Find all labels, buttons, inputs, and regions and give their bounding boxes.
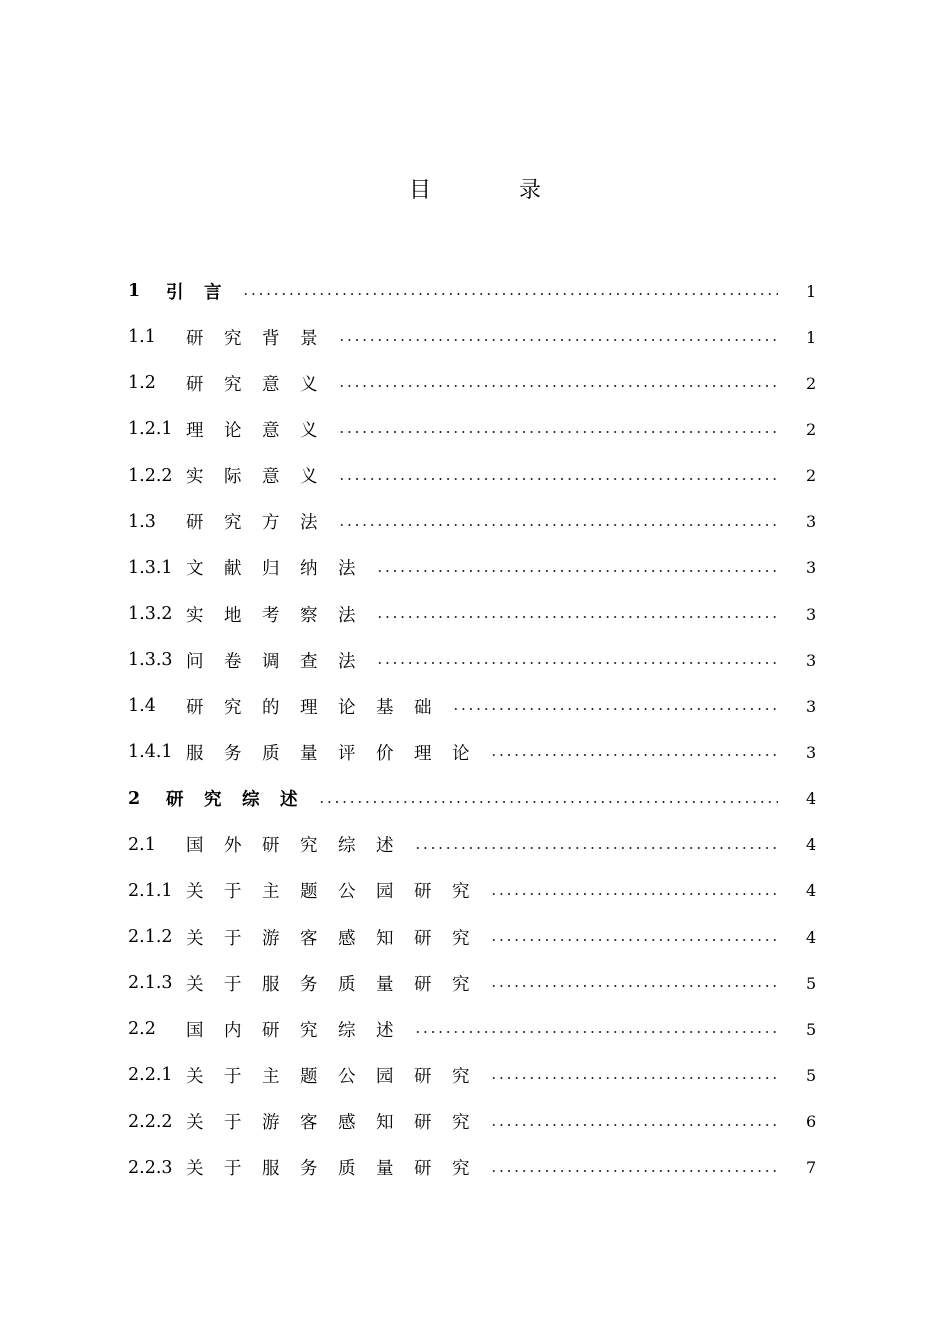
toc-entry-title: 国外研究综述 xyxy=(186,836,414,857)
toc-entry[interactable] xyxy=(128,1052,816,1098)
toc-entry-title: 文献归纳法 xyxy=(186,559,376,580)
toc-entry-number: 1 xyxy=(128,281,141,302)
toc-entry-title: 关于服务质量研究 xyxy=(186,1159,490,1180)
toc-entry-title: 关于游客感知研究 xyxy=(186,1113,490,1134)
toc-entry-number: 1.3.2 xyxy=(128,604,173,625)
toc-entry-number: 2.1 xyxy=(128,834,156,855)
toc-entry-page: 4 xyxy=(806,789,817,809)
table-of-contents xyxy=(128,268,816,1191)
toc-entry-number: 1.3.3 xyxy=(128,650,173,671)
dot-leader xyxy=(490,960,778,1006)
toc-entry-title: 研究背景 xyxy=(186,328,338,349)
toc-entry-page: 2 xyxy=(806,373,817,393)
toc-entry-title: 关于主题公园研究 xyxy=(186,1066,490,1087)
toc-entry-title: 理论意义 xyxy=(186,420,338,441)
toc-entry-page: 6 xyxy=(806,1112,817,1132)
toc-entry-number: 2.2 xyxy=(128,1019,156,1040)
dot-leader xyxy=(338,453,778,499)
page-title: 目录 xyxy=(408,178,629,203)
toc-entry-page: 5 xyxy=(806,1065,817,1085)
toc-entry[interactable] xyxy=(128,914,816,960)
dot-leader xyxy=(490,1099,778,1145)
toc-entry[interactable] xyxy=(128,1099,816,1145)
toc-entry[interactable] xyxy=(128,637,816,683)
toc-entry-number: 2.2.3 xyxy=(128,1157,173,1178)
toc-entry-number: 1.2.2 xyxy=(128,465,173,486)
toc-entry-number: 2 xyxy=(128,788,141,809)
dot-leader xyxy=(338,314,778,360)
toc-entry-title: 引言 xyxy=(166,282,242,303)
dot-leader xyxy=(490,729,778,775)
toc-entry-number: 1.2.1 xyxy=(128,419,173,440)
toc-entry-title: 国内研究综述 xyxy=(186,1020,414,1041)
toc-entry[interactable] xyxy=(128,960,816,1006)
toc-entry-page: 4 xyxy=(806,881,817,901)
dot-leader xyxy=(242,268,778,314)
toc-entry-number: 1.1 xyxy=(128,327,156,348)
toc-entry-title: 研究意义 xyxy=(186,374,338,395)
toc-entry[interactable] xyxy=(128,268,816,314)
toc-entry-page: 4 xyxy=(806,927,817,947)
toc-entry[interactable] xyxy=(128,314,816,360)
toc-entry-page: 7 xyxy=(806,1158,817,1178)
toc-entry-page: 3 xyxy=(806,512,817,532)
toc-entry[interactable] xyxy=(128,545,816,591)
toc-entry[interactable] xyxy=(128,729,816,775)
toc-entry[interactable] xyxy=(128,868,816,914)
dot-leader xyxy=(338,360,778,406)
toc-entry-title: 问卷调查法 xyxy=(186,651,376,672)
dot-leader xyxy=(452,683,778,729)
toc-entry[interactable] xyxy=(128,453,816,499)
toc-entry-page: 3 xyxy=(806,742,817,762)
toc-entry-number: 1.4.1 xyxy=(128,742,173,763)
toc-entry-number: 1.2 xyxy=(128,373,156,394)
toc-entry-page: 3 xyxy=(806,650,817,670)
dot-leader xyxy=(490,1052,778,1098)
toc-entry-title: 研究方法 xyxy=(186,513,338,534)
dot-leader xyxy=(376,545,778,591)
toc-entry-title: 实际意义 xyxy=(186,467,338,488)
toc-entry-page: 3 xyxy=(806,604,817,624)
toc-entry[interactable] xyxy=(128,499,816,545)
toc-entry-title: 关于服务质量研究 xyxy=(186,974,490,995)
toc-entry-title: 研究综述 xyxy=(166,790,318,811)
dot-leader xyxy=(490,1145,778,1191)
toc-entry-page: 5 xyxy=(806,1019,817,1039)
toc-entry[interactable] xyxy=(128,1006,816,1052)
toc-entry-number: 1.4 xyxy=(128,696,156,717)
toc-entry-page: 5 xyxy=(806,973,817,993)
toc-entry-page: 3 xyxy=(806,696,817,716)
dot-leader xyxy=(338,406,778,452)
toc-entry-page: 1 xyxy=(806,281,817,301)
toc-entry[interactable] xyxy=(128,591,816,637)
toc-entry-number: 1.3.1 xyxy=(128,557,173,578)
toc-entry-number: 2.1.1 xyxy=(128,880,173,901)
toc-entry-page: 4 xyxy=(806,835,817,855)
toc-entry-title: 关于游客感知研究 xyxy=(186,928,490,949)
dot-leader xyxy=(376,637,778,683)
toc-entry-page: 3 xyxy=(806,558,817,578)
dot-leader xyxy=(376,591,778,637)
toc-entry-title: 研究的理论基础 xyxy=(186,697,452,718)
toc-entry-title: 关于主题公园研究 xyxy=(186,882,490,903)
toc-entry[interactable] xyxy=(128,360,816,406)
dot-leader xyxy=(338,499,778,545)
dot-leader xyxy=(318,776,778,822)
toc-entry-page: 2 xyxy=(806,419,817,439)
toc-entry-number: 2.1.2 xyxy=(128,927,173,948)
toc-entry-number: 1.3 xyxy=(128,511,156,532)
toc-entry-title: 服务质量评价理论 xyxy=(186,743,490,764)
toc-entry[interactable] xyxy=(128,776,816,822)
toc-entry-number: 2.2.2 xyxy=(128,1111,173,1132)
dot-leader xyxy=(414,1006,778,1052)
toc-entry-number: 2.2.1 xyxy=(128,1065,173,1086)
toc-entry[interactable] xyxy=(128,406,816,452)
toc-entry[interactable] xyxy=(128,822,816,868)
toc-entry-number: 2.1.3 xyxy=(128,973,173,994)
dot-leader xyxy=(414,822,778,868)
toc-entry-page: 1 xyxy=(806,327,817,347)
toc-entry-title: 实地考察法 xyxy=(186,605,376,626)
toc-entry[interactable] xyxy=(128,1145,816,1191)
dot-leader xyxy=(490,868,778,914)
dot-leader xyxy=(490,914,778,960)
toc-entry-page: 2 xyxy=(806,466,817,486)
toc-entry[interactable] xyxy=(128,683,816,729)
